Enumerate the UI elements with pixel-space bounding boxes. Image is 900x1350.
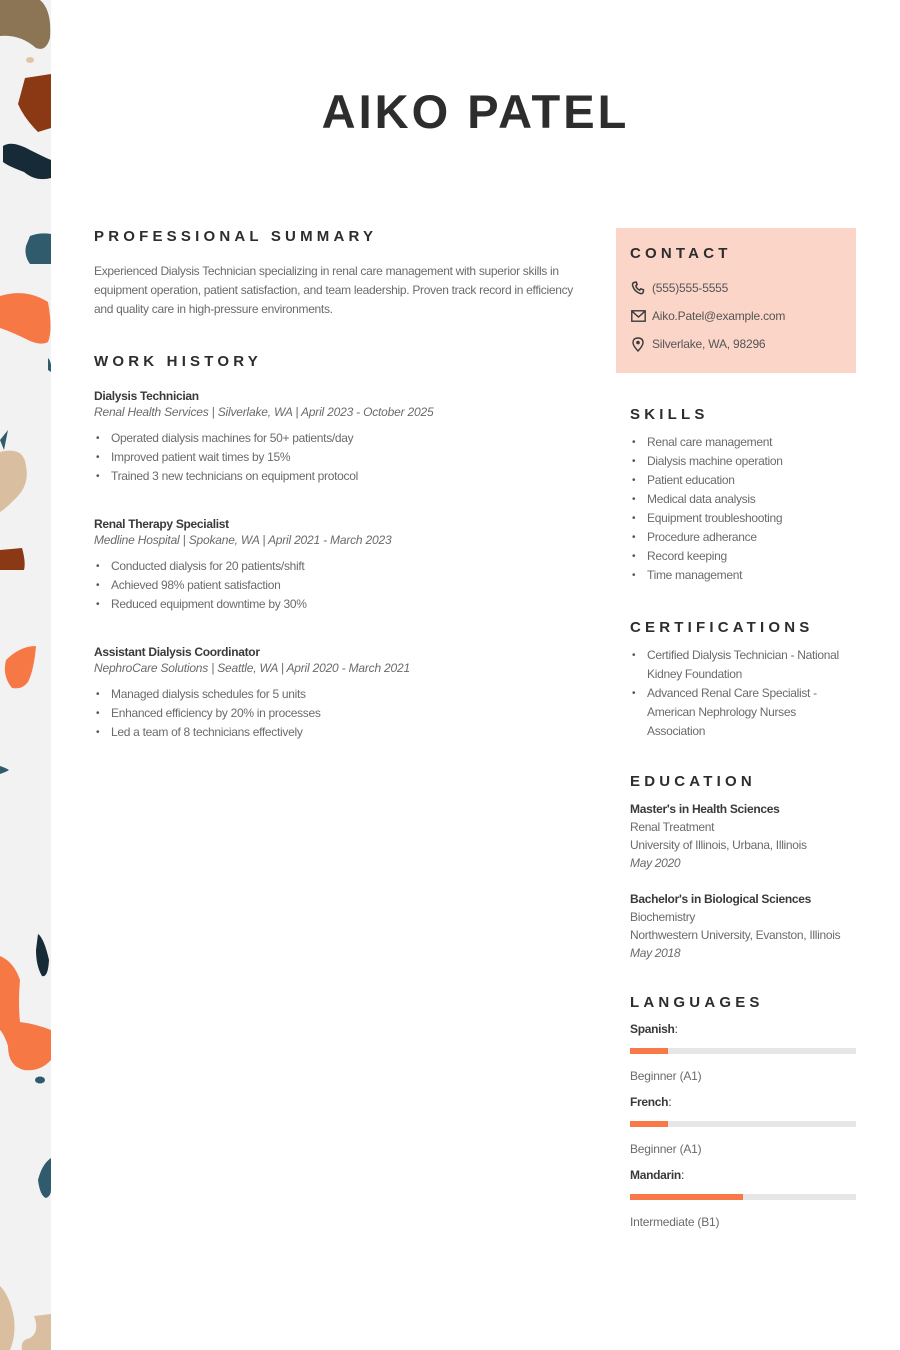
skill-item: • Patient education	[630, 471, 856, 490]
main-column	[94, 228, 584, 742]
location-text: Silverlake, WA, 98296	[652, 337, 766, 351]
job-title: Assistant Dialysis Coordinator	[94, 645, 260, 659]
phone-number: (555)555-5555	[652, 281, 729, 295]
section-title: LANGUAGES	[630, 994, 764, 1011]
candidate-name: AIKO PATEL	[321, 85, 630, 138]
skill-item: • Record keeping	[630, 547, 856, 566]
summary-text: Experienced Dialysis Technician specializing in renal care management with superior skills in equipment operation, patient satisfaction, and team leadership. Proven track record in efficiency and quality care in high-pressure environments.	[94, 264, 573, 316]
job-meta: Medline Hospital | Spokane, WA | April 2021 - March 2023	[94, 533, 392, 547]
section-title: SKILLS	[630, 406, 709, 423]
skills-section	[616, 406, 856, 585]
skill-item: • Equipment troubleshooting	[630, 509, 856, 528]
skill-item: • Dialysis machine operation	[630, 452, 856, 471]
language-proficiency-bar	[630, 1048, 856, 1054]
languages-section	[616, 994, 856, 1230]
contact-email[interactable]	[630, 308, 842, 324]
terrazzo-pattern-icon	[0, 0, 51, 1350]
job-bullet: • Improved patient wait times by 15%	[94, 448, 584, 467]
education-section	[616, 773, 856, 962]
language-entry: French: Beginner (A1)	[630, 1094, 856, 1157]
skill-item: • Procedure adherance	[630, 528, 856, 547]
skill-item: • Medical data analysis	[630, 490, 856, 509]
email-address: Aiko.Patel@example.com	[652, 309, 786, 323]
language-entry: Spanish: Beginner (A1)	[630, 1021, 856, 1084]
job-bullets	[94, 429, 584, 486]
job-bullet: • Reduced equipment downtime by 30%	[94, 595, 584, 614]
contact-location	[630, 336, 842, 352]
certification-item: • Certified Dialysis Technician - National Kidney Foundation	[630, 646, 856, 684]
skill-item: • Renal care management	[630, 433, 856, 452]
job-entry	[94, 516, 584, 614]
degree: Master's in Health Sciences	[630, 802, 780, 816]
language-entry: Mandarin: Intermediate (B1)	[630, 1167, 856, 1230]
language-level: Intermediate (B1)	[630, 1215, 720, 1229]
job-bullets	[94, 557, 584, 614]
language-name: Spanish	[630, 1022, 675, 1036]
certifications-section	[616, 619, 856, 741]
job-bullet: • Achieved 98% patient satisfaction	[94, 576, 584, 595]
job-title: Dialysis Technician	[94, 389, 199, 403]
language-proficiency-bar	[630, 1194, 856, 1200]
certification-item: • Advanced Renal Care Specialist - American Nephrology Nurses Association	[630, 684, 856, 741]
job-entry	[94, 388, 584, 486]
location-pin-icon	[630, 336, 646, 352]
decorative-terrazzo-strip	[0, 0, 51, 1350]
degree: Bachelor's in Biological Sciences	[630, 892, 812, 906]
proficiency-fill	[630, 1194, 743, 1200]
sidebar-column	[616, 228, 856, 1230]
job-meta: Renal Health Services | Silverlake, WA | April 2023 - October 2025	[94, 405, 434, 419]
section-title: CERTIFICATIONS	[630, 619, 814, 636]
job-bullet: • Enhanced efficiency by 20% in processes	[94, 704, 584, 723]
job-title: Renal Therapy Specialist	[94, 517, 229, 531]
job-entry	[94, 644, 584, 742]
job-bullet: • Operated dialysis machines for 50+ patients/day	[94, 429, 584, 448]
mail-icon	[630, 308, 646, 324]
contact-phone[interactable]	[630, 280, 842, 296]
job-bullet: • Conducted dialysis for 20 patients/shift	[94, 557, 584, 576]
professional-summary-section	[94, 228, 584, 319]
field-of-study: Renal Treatment	[630, 820, 715, 834]
job-bullet: • Managed dialysis schedules for 5 units	[94, 685, 584, 704]
education-entry	[630, 890, 856, 962]
certifications-list	[630, 646, 856, 741]
job-bullet: • Led a team of 8 technicians effectively	[94, 723, 584, 742]
skill-item: • Time management	[630, 566, 856, 585]
job-bullets	[94, 685, 584, 742]
section-title: CONTACT	[630, 245, 732, 262]
proficiency-fill	[630, 1048, 668, 1054]
contact-section	[616, 228, 856, 373]
job-bullet: • Trained 3 new technicians on equipment protocol	[94, 467, 584, 486]
phone-icon	[630, 280, 646, 296]
language-level: Beginner (A1)	[630, 1142, 702, 1156]
education-entry	[630, 800, 856, 872]
section-title: WORK HISTORY	[94, 353, 262, 370]
language-name: Mandarin	[630, 1168, 681, 1182]
language-name: French	[630, 1095, 669, 1109]
school: University of Illinois, Urbana, Illinois	[630, 838, 807, 852]
skills-list	[630, 433, 856, 585]
proficiency-fill	[630, 1121, 668, 1127]
language-proficiency-bar	[630, 1121, 856, 1127]
graduation-date: May 2020	[630, 856, 681, 870]
school: Northwestern University, Evanston, Illinois	[630, 928, 841, 942]
job-meta: NephroCare Solutions | Seattle, WA | April 2020 - March 2021	[94, 661, 410, 675]
field-of-study: Biochemistry	[630, 910, 696, 924]
graduation-date: May 2018	[630, 946, 681, 960]
work-history-section	[94, 353, 584, 742]
section-title: PROFESSIONAL SUMMARY	[94, 228, 378, 245]
section-title: EDUCATION	[630, 773, 756, 790]
language-level: Beginner (A1)	[630, 1069, 702, 1083]
